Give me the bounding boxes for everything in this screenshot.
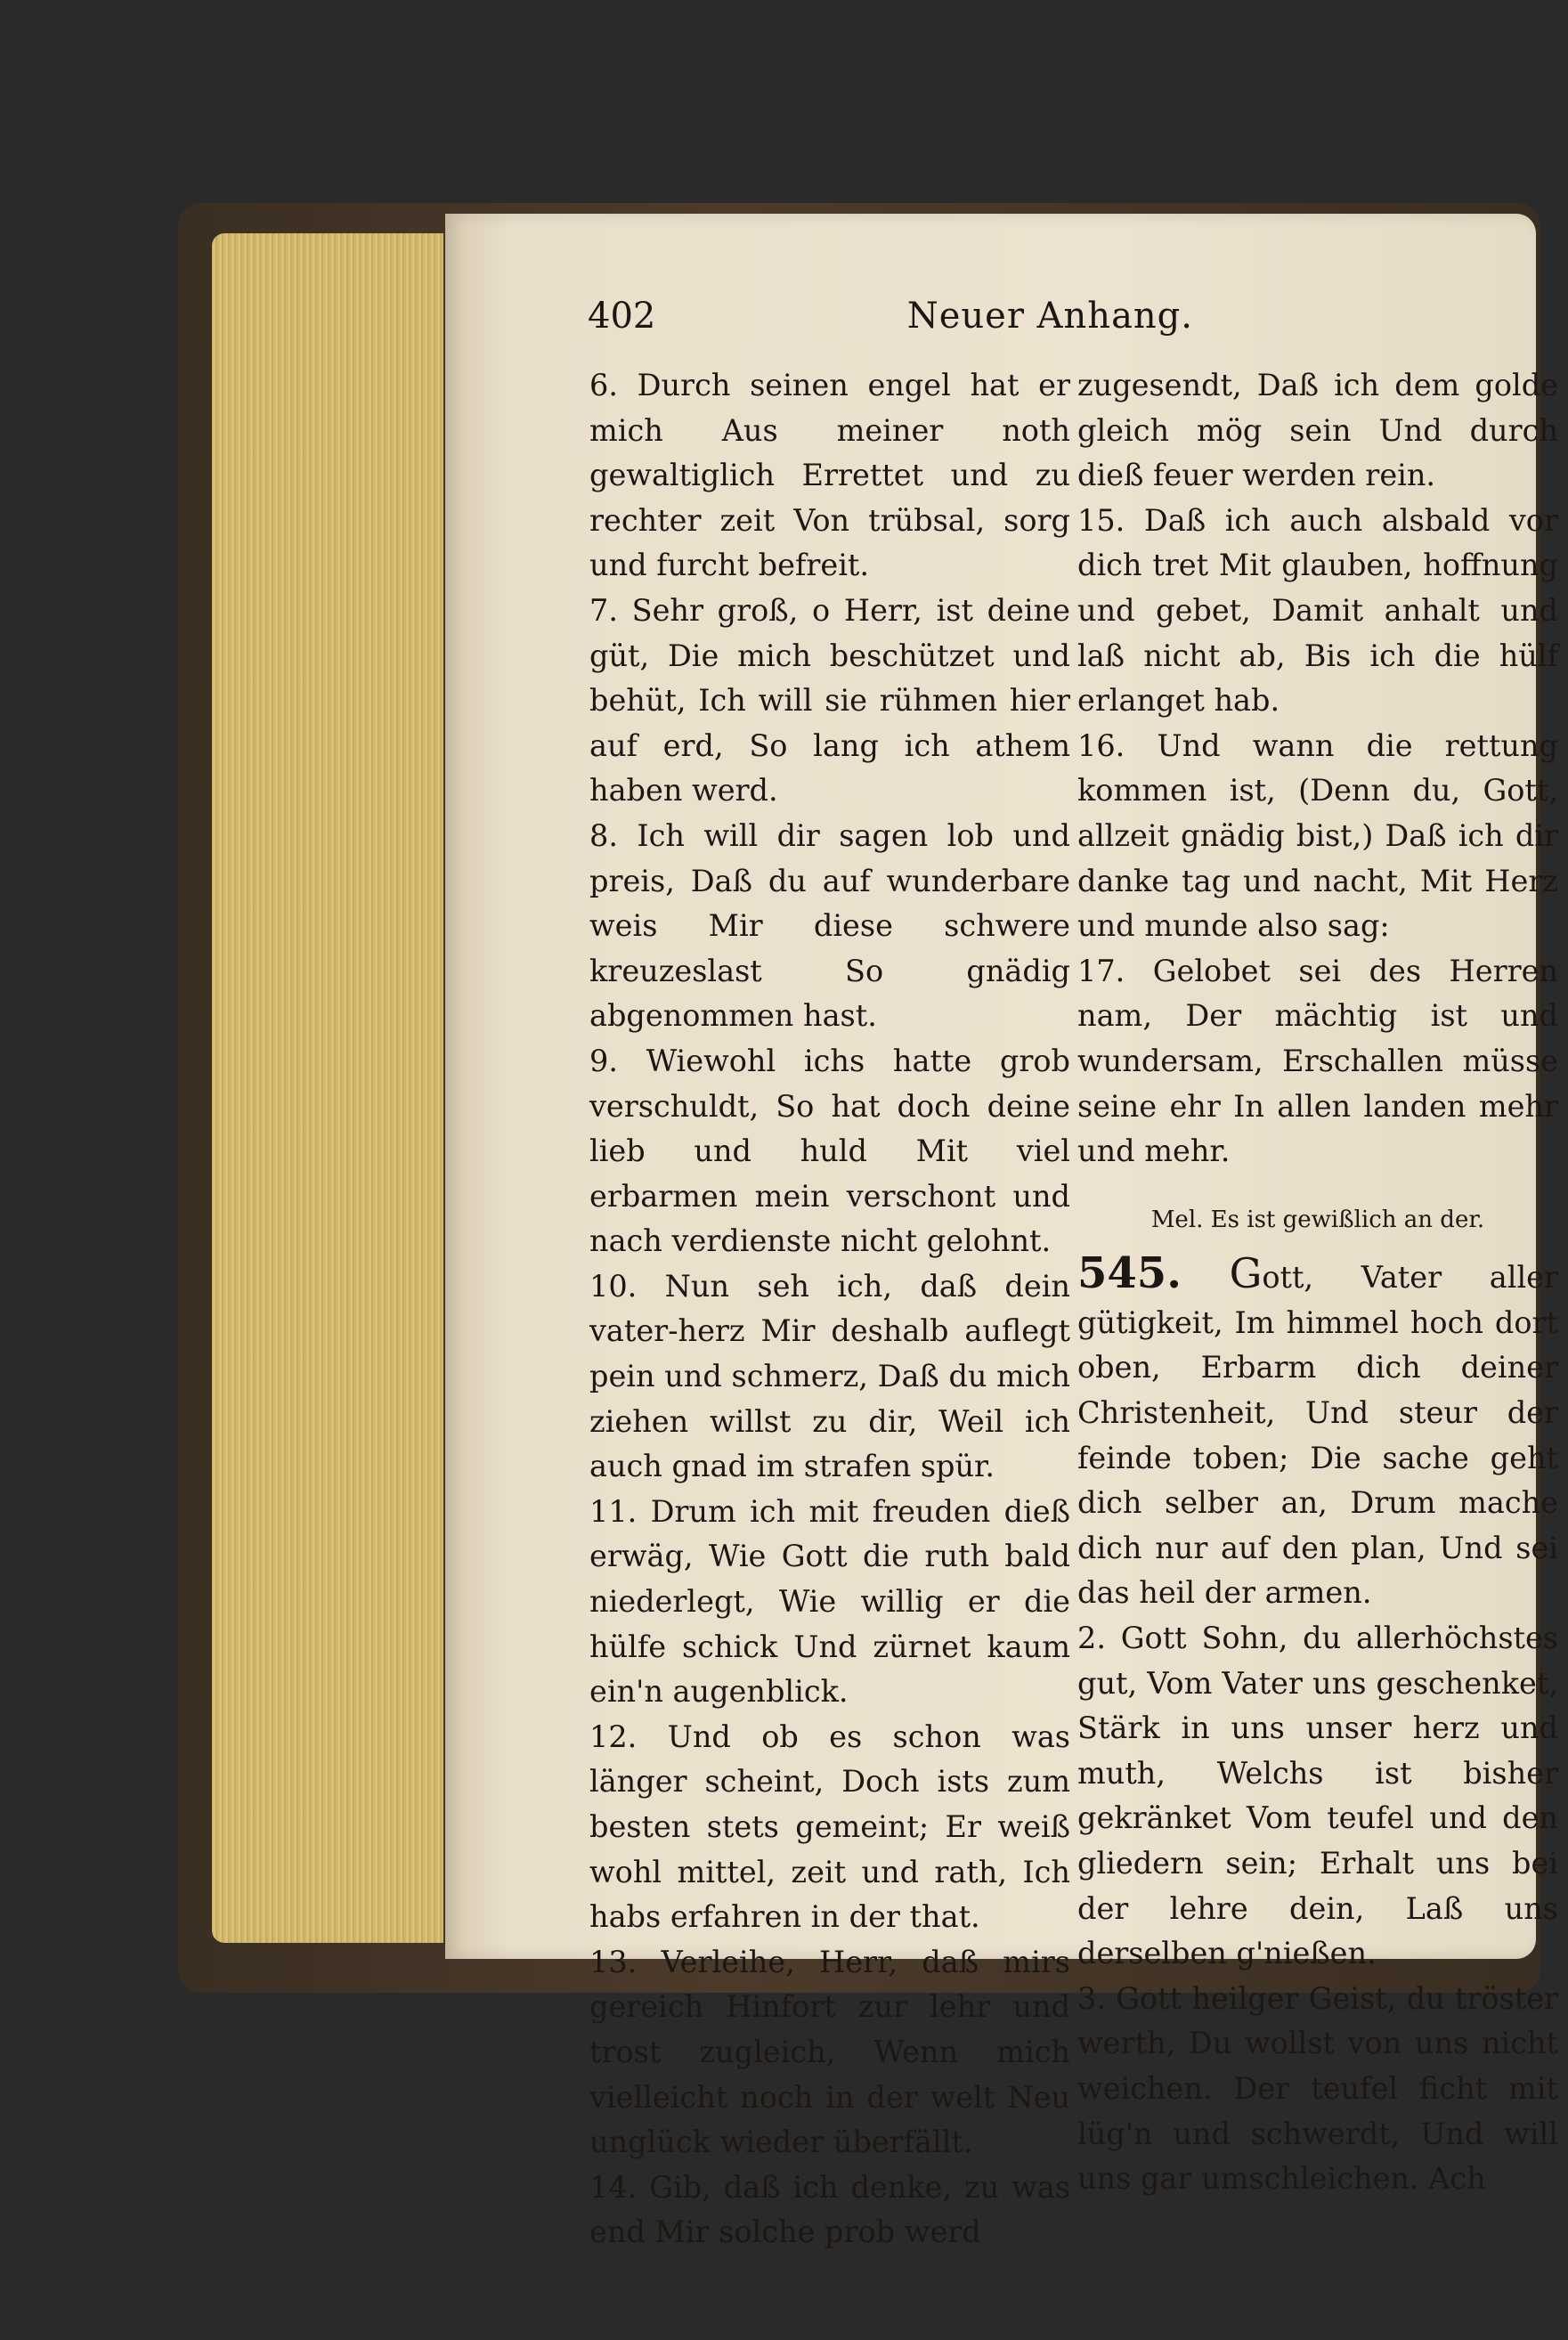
stanza: 12. Und ob es schon was länger scheint, Doch ists zum besten stets gemeint; Er weiß wohl mittel, zeit und rath, Ich habs erfahren in der that. (589, 1718, 1070, 1935)
hymn-dropcap: G (1229, 1249, 1263, 1298)
hymn-number: 545. (1077, 1248, 1182, 1299)
melody-note: Mel. Es ist gewißlich an der. (1150, 1206, 1485, 1233)
stanza-continuation: zugesendt, Daß ich dem golde gleich mög sein Und durch dieß feuer werden rein. (1077, 368, 1558, 493)
stanza: 3. Gott heilger Geist, du tröster werth, Du wollst von uns nicht weichen. Der teufel ficht mit lüg'n und schwerdt, Und will uns gar umschleichen. Ach (1077, 1980, 1558, 2197)
stanza: 11. Drum ich mit freuden dieß erwäg, Wie Gott die ruth bald niederlegt, Wie willig er die hülfe schick Und zürnet kaum ein'n augenblick. (589, 1493, 1070, 1710)
stanza: 6. Durch seinen engel hat er mich Aus meiner noth gewaltiglich Errettet und zu rechter zeit Von trübsal, sorg und furcht befreit. (589, 368, 1070, 583)
stanza: 8. Ich will dir sagen lob und preis, Daß du auf wunderbare weis Mir diese schwere kreuzeslast So gnädig abgenommen hast. (589, 817, 1070, 1034)
left-column (589, 363, 1070, 2250)
right-column (1077, 363, 1558, 2197)
page-number: 402 (588, 296, 656, 337)
stanza: 2. Gott Sohn, du allerhöchstes gut, Vom Vater uns geschenket, Stärk in uns unser herz und muth, Welchs ist bisher gekränket Vom teufel und den gliedern sein; Erhalt uns bei der lehre dein, Laß uns derselben g'nießen. (1077, 1621, 1558, 1971)
page-edges (212, 233, 443, 1943)
stanza: 9. Wiewohl ichs hatte grob verschuldt, So hat doch deine lieb und huld Mit viel erbarmen mein verschont und nach verdienste nicht gelohnt. (589, 1043, 1070, 1259)
stanza: 15. Daß ich auch alsbald vor dich tret Mit glauben, hoffnung und gebet, Damit anhalt und laß nicht ab, Bis ich die hülf erlanget hab. (1077, 502, 1558, 719)
stanza: 16. Und wann die rettung kommen ist, (Denn du, Gott, allzeit gnädig bist,) Daß ich dir danke tag und nacht, Mit Herz und munde also sag: (1077, 727, 1558, 944)
stanza: 13. Verleihe, Herr, daß mirs gereich Hinfort zur lehr und trost zugleich, Wenn mich vielleicht noch in der welt Neu unglück wieder überfällt. (589, 1944, 1070, 2160)
stanza: 17. Gelobet sei des Herren nam, Der mächtig ist und wundersam, Erschallen müsse seine ehr In allen landen mehr und mehr. (1077, 953, 1558, 1169)
stanza: 7. Sehr groß, o Herr, ist deine güt, Die mich beschützet und behüt, Ich will sie rühmen hier auf erd, So lang ich athem haben werd. (589, 592, 1070, 808)
hymn-first-text: ott, Vater aller gütigkeit, Im himmel hoch dort oben, Erbarm dich deiner Christenheit, Und steur der feinde toben; Die sache geht dich selber an, Drum mache dich nur auf den plan, Und sei das heil der armen. (1077, 1260, 1558, 1611)
page-header (588, 296, 1193, 349)
stanza: 10. Nun seh ich, daß dein vater-herz Mir deshalb auflegt pein und schmerz, Daß du mich ziehen willst zu dir, Weil ich auch gnad im strafen spür. (589, 1268, 1070, 1484)
running-title: Neuer Anhang. (906, 296, 1193, 337)
hymn-first-stanza (1077, 1248, 1558, 1616)
stanza: 14. Gib, daß ich denke, zu was end Mir solche prob werd (589, 2169, 1070, 2250)
